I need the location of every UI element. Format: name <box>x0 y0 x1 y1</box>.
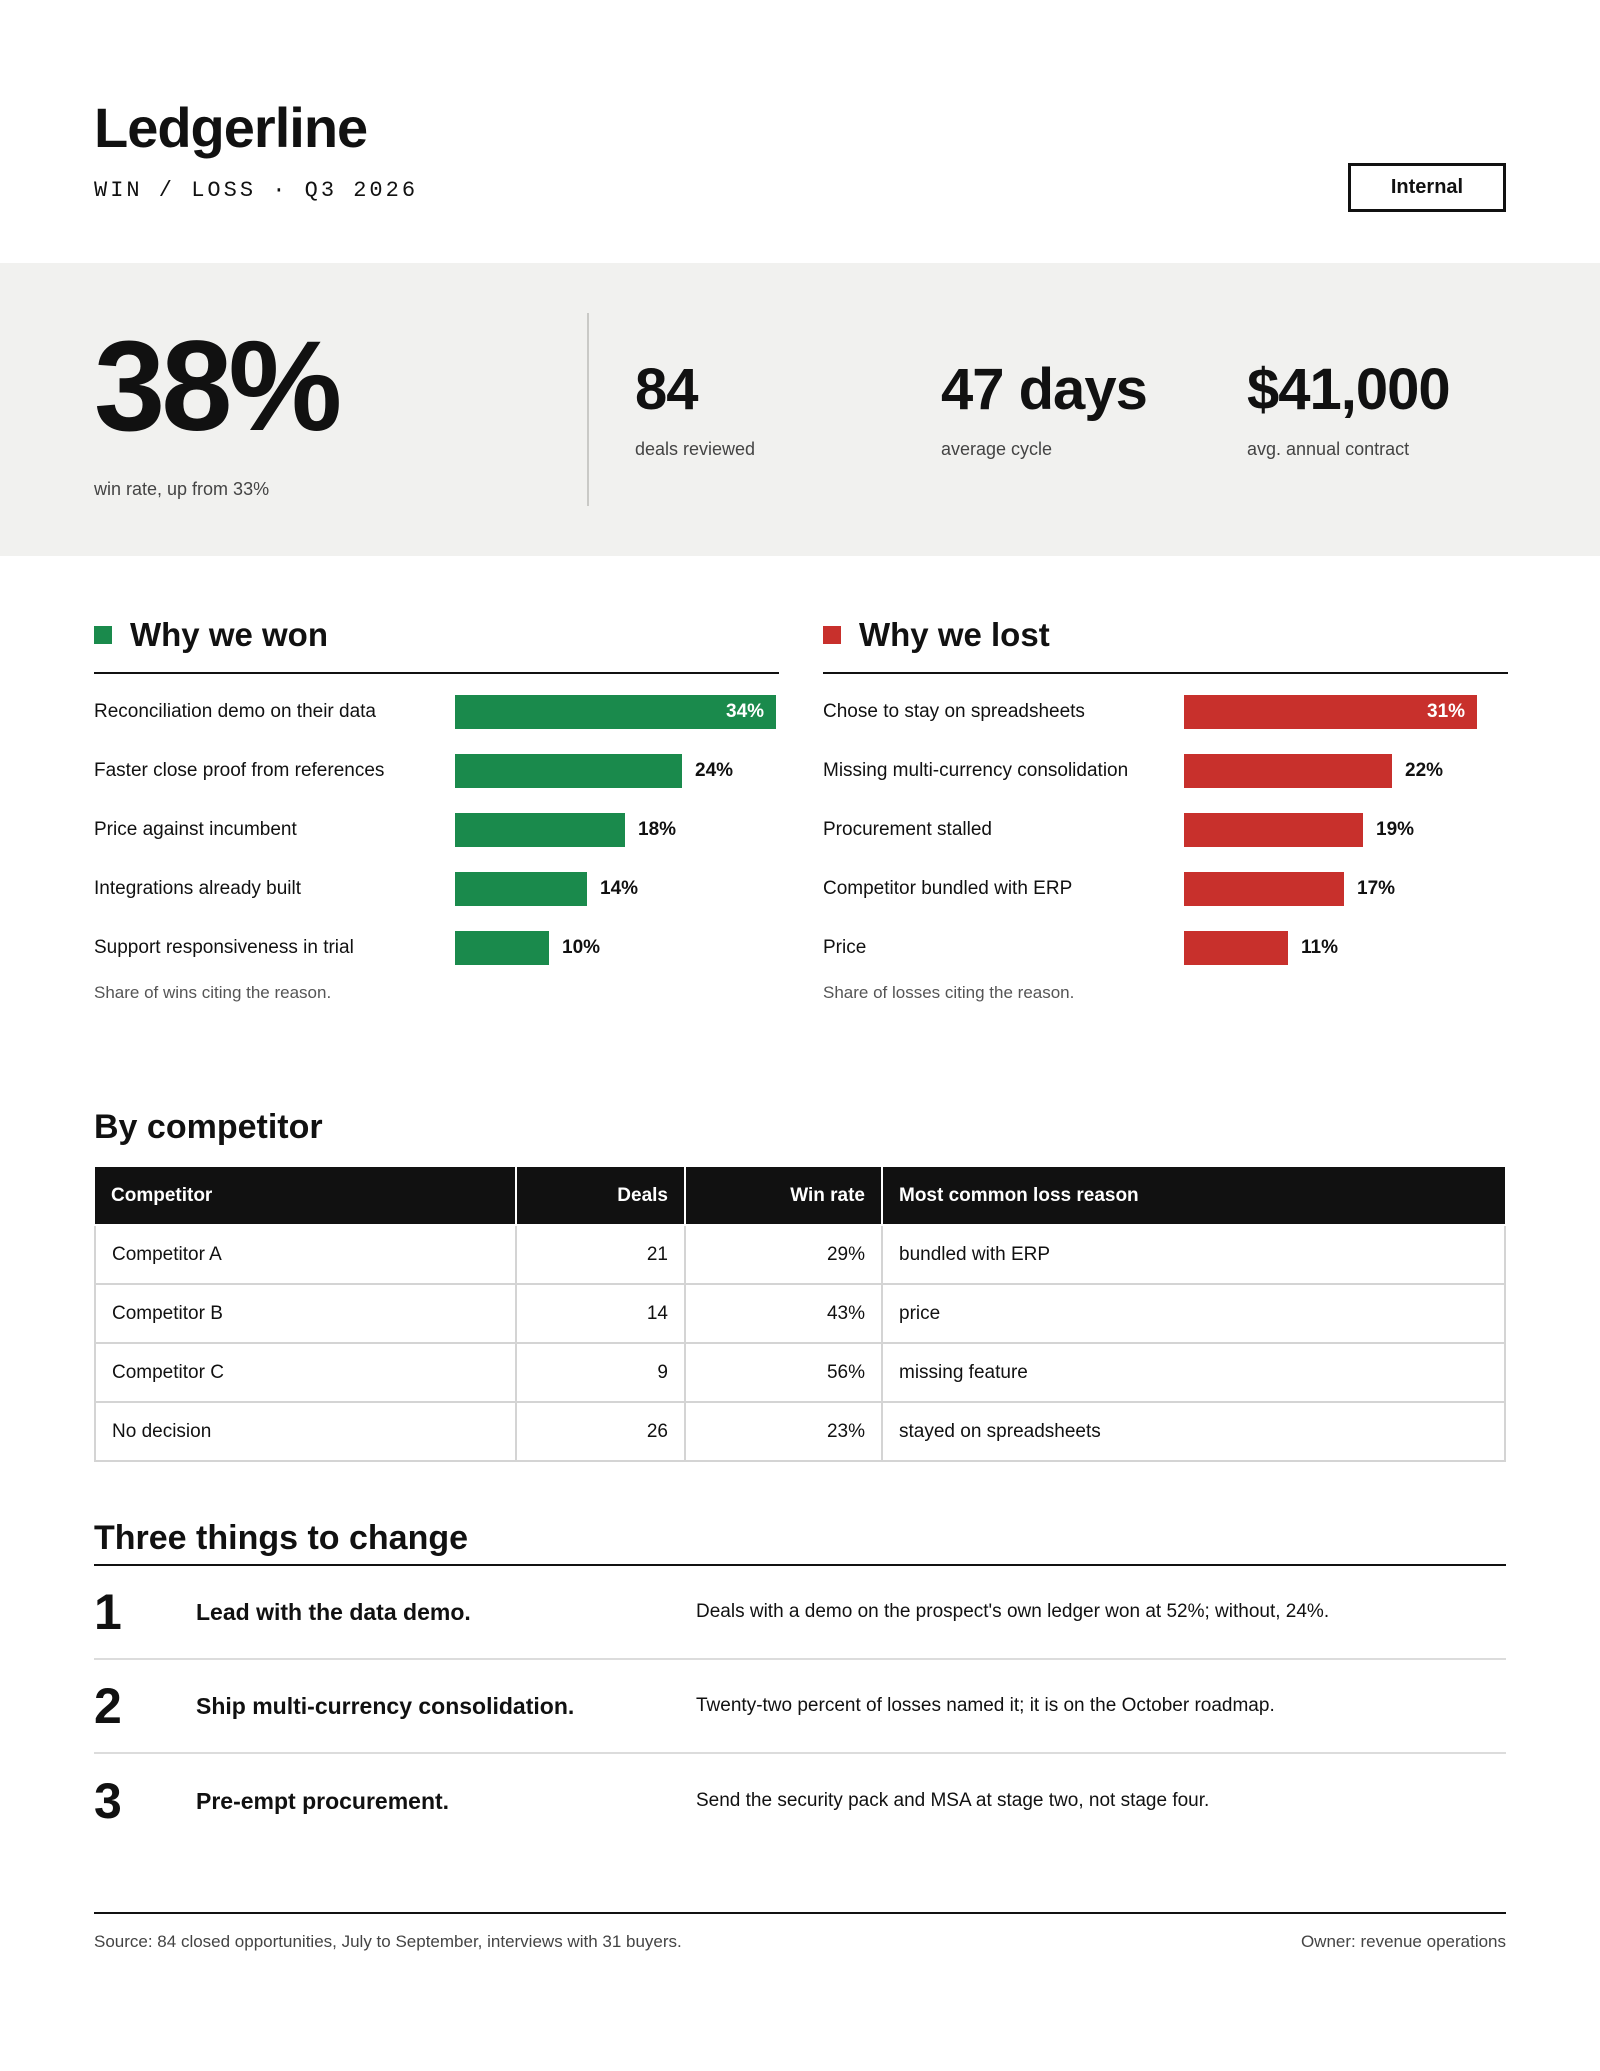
change-item <box>94 1754 1506 1848</box>
footer <box>94 1912 1506 1952</box>
col-competitor: Competitor <box>95 1167 516 1225</box>
section-header <box>94 610 779 674</box>
change-title: Pre-empt procurement. <box>196 1787 450 1814</box>
change-number: 2 <box>94 1678 122 1734</box>
section-title: Why we lost <box>859 616 1050 653</box>
kpi-label: average cycle <box>941 439 1053 459</box>
win-rate: 29% <box>685 1225 882 1284</box>
reason-row <box>823 741 1508 800</box>
change-item <box>94 1660 1506 1754</box>
reason-percent: 31% <box>1427 700 1466 722</box>
reason-bar <box>455 931 549 965</box>
reason-percent: 19% <box>1376 818 1415 840</box>
competitor-name: Competitor B <box>95 1284 516 1343</box>
win-rate: 56% <box>685 1343 882 1402</box>
reason-percent: 24% <box>695 759 734 781</box>
section-title: Three things to change <box>94 1519 1506 1566</box>
change-list <box>94 1566 1506 1848</box>
kpi-value: 84 <box>635 357 698 422</box>
table-row <box>95 1225 1505 1284</box>
kpi-average-cycle <box>941 357 1147 460</box>
why-we-won-section <box>94 610 779 1003</box>
lost-reasons-list <box>823 682 1508 977</box>
reason-row <box>823 800 1508 859</box>
internal-badge: Internal <box>1348 163 1506 212</box>
section-header <box>823 610 1508 674</box>
kpi-value: $41,000 <box>1247 357 1450 422</box>
brand-title: Ledgerline <box>94 96 368 159</box>
reason-bar <box>1184 813 1363 847</box>
kpi-label: avg. annual contract <box>1247 439 1410 459</box>
deals-count: 9 <box>516 1343 685 1402</box>
bar-track <box>1184 872 1508 906</box>
reason-row <box>94 859 779 918</box>
change-title: Lead with the data demo. <box>196 1598 471 1625</box>
reason-label: Competitor bundled with ERP <box>823 877 1073 899</box>
reason-label: Support responsiveness in trial <box>94 936 354 958</box>
reason-percent: 14% <box>600 877 639 899</box>
loss-reason: price <box>882 1284 1505 1343</box>
win-rate-kpi <box>94 315 339 500</box>
by-competitor-section <box>94 1108 1506 1462</box>
green-square-icon <box>94 626 112 644</box>
competitor-name: Competitor C <box>95 1343 516 1402</box>
win-rate-caption: win rate, up from 33% <box>94 479 270 499</box>
reason-label: Chose to stay on spreadsheets <box>823 700 1085 722</box>
deals-count: 26 <box>516 1402 685 1461</box>
reason-percent: 22% <box>1405 759 1444 781</box>
kpi-avg-contract <box>1247 357 1450 460</box>
won-reasons-list <box>94 682 779 977</box>
reason-row <box>823 859 1508 918</box>
reason-label: Price against incumbent <box>94 818 297 840</box>
reason-bar <box>1184 931 1288 965</box>
bar-track <box>1184 695 1508 729</box>
win-rate-value: 38% <box>94 315 339 458</box>
change-description: Send the security pack and MSA at stage two, not stage four. <box>696 1790 1210 1811</box>
loss-reason: bundled with ERP <box>882 1225 1505 1284</box>
reason-bar <box>455 813 625 847</box>
reason-label: Missing multi-currency consolidation <box>823 759 1129 781</box>
bar-track <box>455 872 779 906</box>
change-description: Deals with a demo on the prospect's own ledger won at 52%; without, 24%. <box>696 1601 1330 1622</box>
reason-bar <box>1184 872 1344 906</box>
deals-count: 21 <box>516 1225 685 1284</box>
reason-bar <box>455 754 682 788</box>
change-number: 3 <box>94 1773 122 1829</box>
table-row <box>95 1402 1505 1461</box>
competitor-table <box>94 1167 1506 1462</box>
loss-reason: stayed on spreadsheets <box>882 1402 1505 1461</box>
win-rate: 23% <box>685 1402 882 1461</box>
reason-row <box>823 918 1508 977</box>
three-things-section <box>94 1519 1506 1848</box>
red-square-icon <box>823 626 841 644</box>
section-title: Why we won <box>130 616 328 653</box>
col-win-rate: Win rate <box>685 1167 882 1225</box>
change-item <box>94 1566 1506 1660</box>
section-title: By competitor <box>94 1108 323 1146</box>
change-description: Twenty-two percent of losses named it; it is on the October roadmap. <box>696 1695 1275 1716</box>
reason-row <box>94 741 779 800</box>
reason-label: Faster close proof from references <box>94 759 385 781</box>
col-loss-reason: Most common loss reason <box>882 1167 1505 1225</box>
reason-row <box>823 682 1508 741</box>
reason-row <box>94 800 779 859</box>
bar-track <box>455 695 779 729</box>
competitor-name: Competitor A <box>95 1225 516 1284</box>
reason-row <box>94 918 779 977</box>
reason-row <box>94 682 779 741</box>
lost-note: Share of losses citing the reason. <box>823 983 1075 1002</box>
report-header <box>94 96 1506 220</box>
bar-track <box>455 813 779 847</box>
bar-track <box>1184 754 1508 788</box>
reason-percent: 34% <box>726 700 765 722</box>
bar-track <box>1184 813 1508 847</box>
reason-bar <box>1184 754 1392 788</box>
why-we-lost-section <box>823 610 1508 1003</box>
reason-percent: 17% <box>1357 877 1396 899</box>
table-header-row <box>95 1167 1505 1225</box>
kpi-label: deals reviewed <box>635 439 756 459</box>
bar-track <box>1184 931 1508 965</box>
kpi-band <box>0 263 1600 556</box>
loss-reason: missing feature <box>882 1343 1505 1402</box>
kpi-deals-reviewed <box>635 357 756 460</box>
won-note: Share of wins citing the reason. <box>94 983 332 1002</box>
reason-percent: 10% <box>562 936 601 958</box>
kpi-divider <box>587 313 589 506</box>
table-row <box>95 1343 1505 1402</box>
report-subtitle: WIN / LOSS · Q3 2026 <box>94 178 419 203</box>
bar-track <box>455 931 779 965</box>
reason-label: Procurement stalled <box>823 818 992 840</box>
change-title: Ship multi-currency consolidation. <box>196 1692 575 1719</box>
reason-bar <box>455 872 587 906</box>
source-note: Source: 84 closed opportunities, July to September, interviews with 31 buyers. <box>94 1932 682 1951</box>
bar-track <box>455 754 779 788</box>
kpi-value: 47 days <box>941 357 1147 422</box>
reason-label: Integrations already built <box>94 877 302 899</box>
reason-percent: 11% <box>1301 936 1338 958</box>
reason-label: Price <box>823 936 867 958</box>
win-rate: 43% <box>685 1284 882 1343</box>
col-deals: Deals <box>516 1167 685 1225</box>
table-row <box>95 1284 1505 1343</box>
owner-note: Owner: revenue operations <box>1300 1932 1506 1951</box>
reason-label: Reconciliation demo on their data <box>94 700 377 722</box>
deals-count: 14 <box>516 1284 685 1343</box>
reason-percent: 18% <box>638 818 677 840</box>
competitor-name: No decision <box>95 1402 516 1461</box>
change-number: 1 <box>94 1584 122 1640</box>
